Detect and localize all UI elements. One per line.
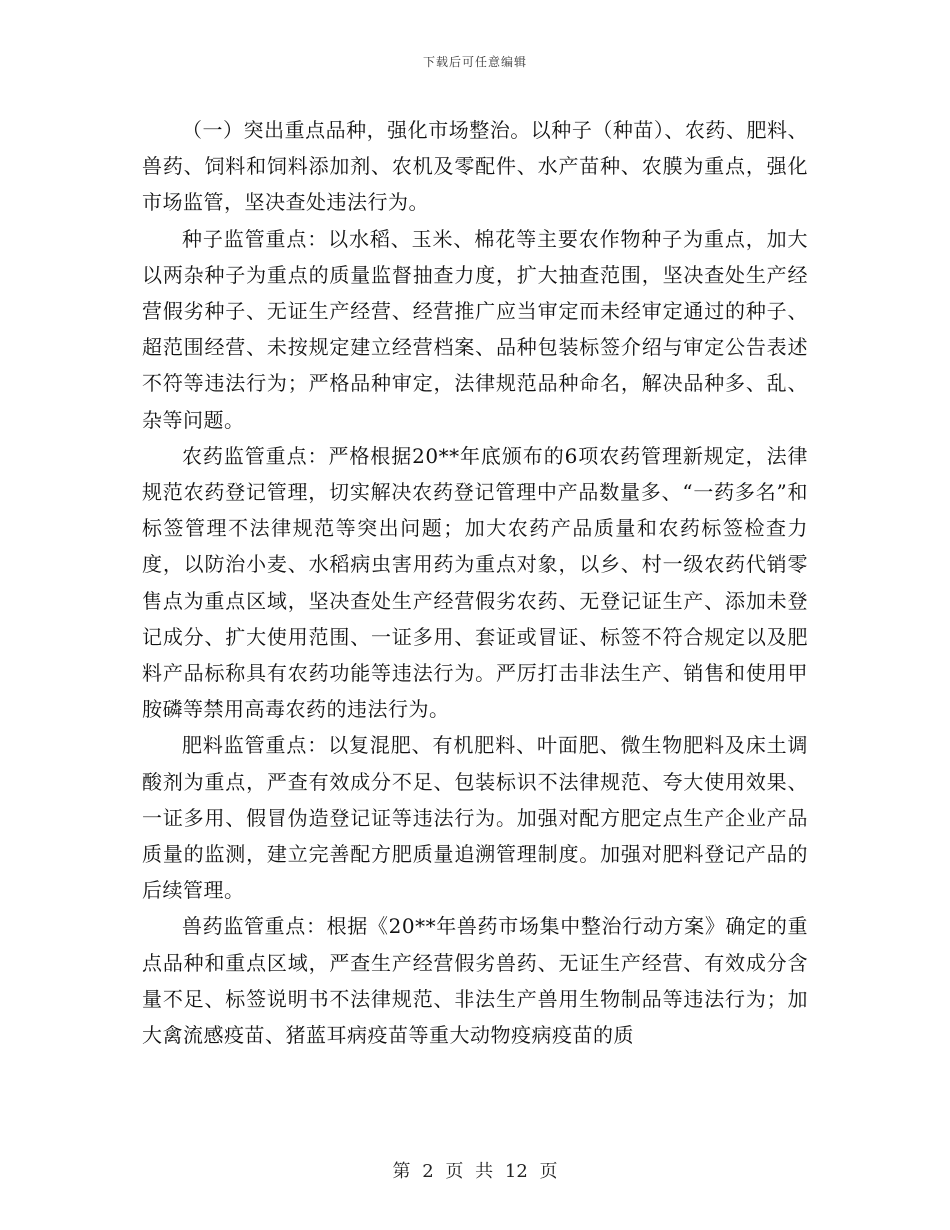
paragraph-intro: （一）突出重点品种，强化市场整治。以种子（种苗）、农药、肥料、兽药、饲料和饲料添加剂、农机及零配件、水产苗种、农膜为重点，强化市场监管，坚决查处违法行为。 [142,118,808,215]
total-label: 共 [475,1161,494,1182]
paragraph-veterinary-supervision: 兽药监管重点：根据《20**年兽药市场集中整治行动方案》确定的重点品种和重点区域，严查生产经营假劣兽药、无证生产经营、有效成分含量不足、标签说明书不法律规范、非法生产兽用生物制品等违法行为；加大禽流感疫苗、猪蓝耳病疫苗等重大动物疫病疫苗的质 [142,914,808,1048]
page-label-mid: 页 [445,1161,464,1182]
paragraph-fertilizer-supervision: 肥料监管重点：以复混肥、有机肥料、叶面肥、微生物肥料及床土调酸剂为重点，严查有效成分不足、包装标识不法律规范、夸大使用效果、一证多用、假冒伪造登记证等违法行为。加强对配方肥定点生产企业产品质量的监测，建立完善配方肥质量追溯管理制度。加强对肥料登记产品的后续管理。 [142,733,808,903]
page-label-prefix: 第 [392,1161,411,1182]
paragraph-pesticide-supervision: 农药监管重点：严格根据20**年底颁布的6项农药管理新规定，法律规范农药登记管理，切实解决农药登记管理中产品数量多、“一药多名”和标签管理不法律规范等突出问题；加大农药产品质量和农药标签检查力度，以防治小麦、水稻病虫害用药为重点对象，以乡、村一级农药代销零售点为重点区域，坚决查处生产经营假劣农药、无登记证生产、添加未登记成分、扩大使用范围、一证多用、套证或冒证、标签不符合规定以及肥料产品标称具有农药功能等违法行为。严厉打击非法生产、销售和使用甲胺磷等禁用高毒农药的违法行为。 [142,443,808,722]
document-body [142,112,808,1053]
header-note: 下载后可任意编辑 [422,55,527,69]
total-pages: 12 [504,1161,528,1182]
page-number: 2 [422,1161,434,1182]
paragraph-seed-supervision: 种子监管重点：以水稻、玉米、棉花等主要农作物种子为重点，加大以两杂种子为重点的质量监督抽查力度，扩大抽查范围，坚决查处生产经营假劣种子、无证生产经营、经营推广应当审定而未经审定通过的种子、超范围经营、未按规定建立经营档案、品种包装标签介绍与审定公告表述不符等违法行为；严格品种审定，法律规范品种命名，解决品种多、乱、杂等问题。 [142,226,808,432]
page-footer [0,1157,950,1183]
page-label-suffix: 页 [539,1161,558,1182]
